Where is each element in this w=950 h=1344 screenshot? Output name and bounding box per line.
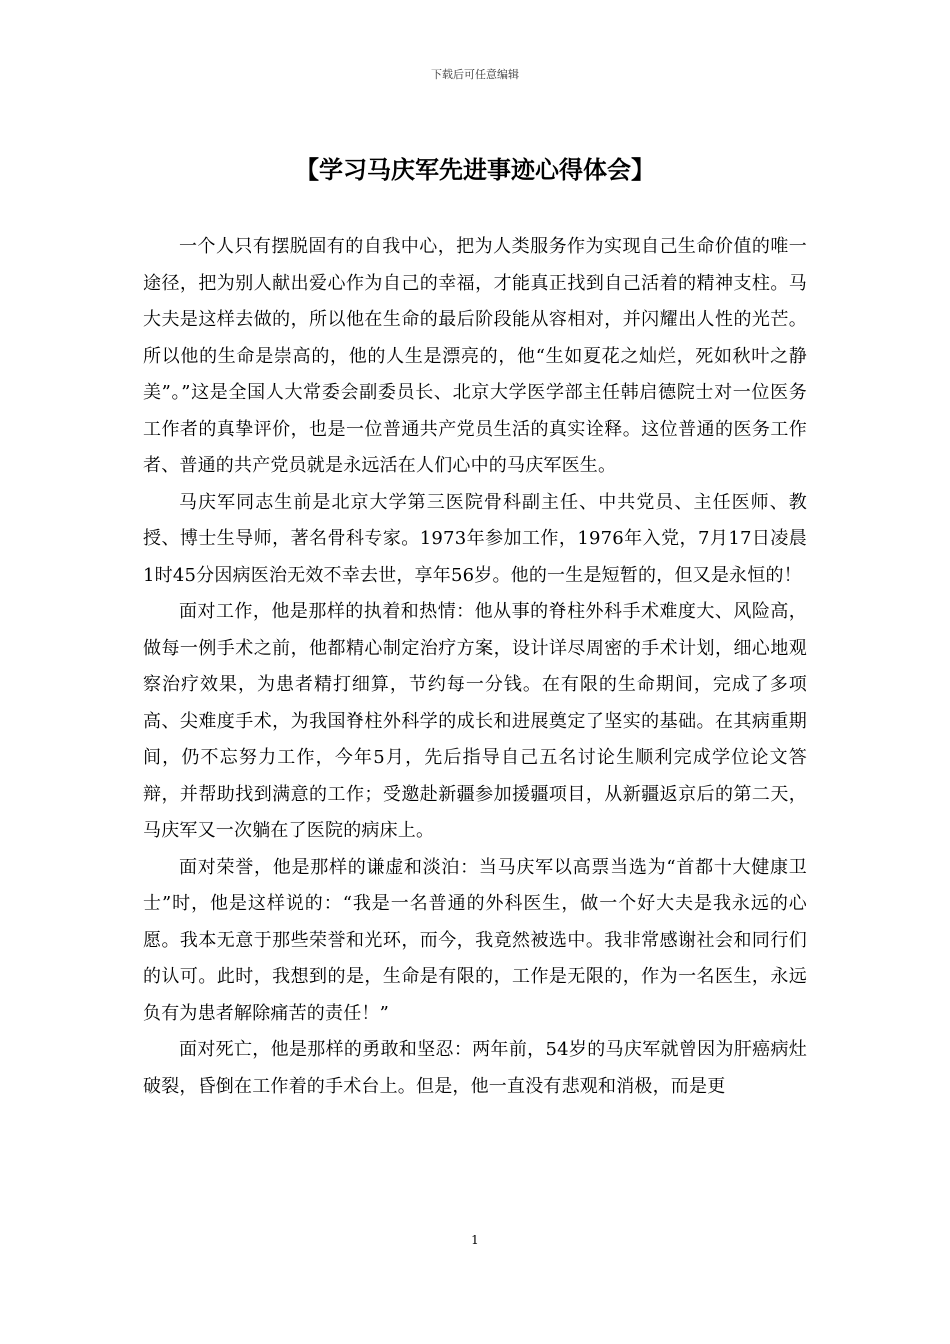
- paragraph-1: 一个人只有摆脱固有的自我中心，把为人类服务作为实现自己生命价值的唯一途径，把为别人献出爱心作为自己的幸福，才能真正找到自己活着的精神支柱。马大夫是这样去做的，所以他在生命的最后阶段能从容相对，并闪耀出人性的光芒。所以他的生命是崇高的，他的人生是漂亮的，他“生如夏花之灿烂，死如秋叶之静美”。”这是全国人大常委会副委员长、北京大学医学部主任韩启德院士对一位医务工作者的真挚评价，也是一位普通共产党员生活的真实诠释。这位普通的医务工作者、普通的共产党员就是永远活在人们心中的马庆军医生。: [143, 236, 807, 476]
- document-title: 【学习马庆军先进事迹心得体会】: [295, 156, 655, 184]
- document-body: [143, 229, 807, 1105]
- header-note: 下载后可任意编辑: [431, 68, 519, 81]
- paragraph-3: 面对工作，他是那样的执着和热情：他从事的脊柱外科手术难度大、风险高，做每一例手术之前，他都精心制定治疗方案，设计详尽周密的手术计划，细心地观察治疗效果，为患者精打细算，节约每一分钱。在有限的生命期间，完成了多项高、尖难度手术，为我国脊柱外科学的成长和进展奠定了坚实的基础。在其病重期间，仍不忘努力工作，今年5月，先后指导自己五名讨论生顺利完成学位论文答辩，并帮助找到满意的工作；受邀赴新疆参加援疆项目，从新疆返京后的第二天，马庆军又一次躺在了医院的病床上。: [143, 601, 807, 841]
- paragraph-5: 面对死亡，他是那样的勇敢和坚忍：两年前，54岁的马庆军就曾因为肝癌病灶破裂，昏倒在工作着的手术台上。但是，他一直没有悲观和消极，而是更: [143, 1039, 807, 1097]
- paragraph-4: 面对荣誉，他是那样的谦虚和淡泊：当马庆军以高票当选为“首都十大健康卫士”时，他是这样说的：“我是一名普通的外科医生，做一个好大夫是我永远的心愿。我本无意于那些荣誉和光环，而今，我竟然被选中。我非常感谢社会和同行们的认可。此时，我想到的是，生命是有限的，工作是无限的，作为一名医生，永远负有为患者解除痛苦的责任！”: [143, 856, 807, 1024]
- paragraph-2: 马庆军同志生前是北京大学第三医院骨科副主任、中共党员、主任医师、教授、博士生导师，著名骨科专家。1973年参加工作，1976年入党，7月17日凌晨1时45分因病医治无效不幸去世，享年56岁。他的一生是短暂的，但又是永恒的！: [143, 491, 807, 586]
- page-number: 1: [471, 1233, 479, 1247]
